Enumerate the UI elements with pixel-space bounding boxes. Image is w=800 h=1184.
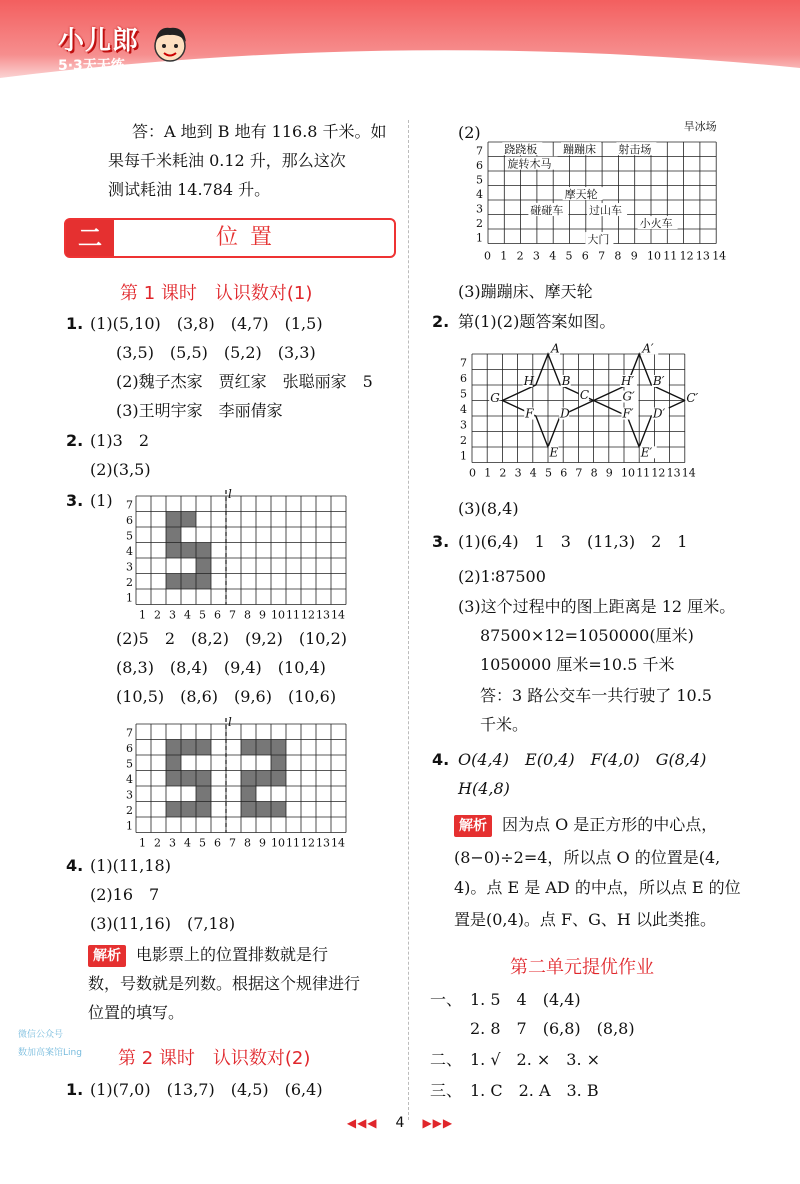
point-label: E′ bbox=[640, 445, 653, 460]
question-number: 4. bbox=[66, 856, 84, 875]
watermark-line: 数加高案馆Ling bbox=[18, 1048, 82, 1058]
analysis-text: 置是(0,4)。点 F、G、H 以此类推。 bbox=[454, 910, 716, 929]
x-tick-label: 11 bbox=[636, 466, 651, 480]
y-tick-label: 5 bbox=[460, 387, 467, 401]
answer-line: 千米。 bbox=[480, 715, 529, 734]
brand-logo bbox=[58, 20, 139, 75]
point-label: A′ bbox=[642, 341, 654, 356]
answer-line: 1. √ 2. × 3. × bbox=[470, 1050, 601, 1069]
point-label: E bbox=[549, 445, 559, 460]
shaded-cell bbox=[196, 802, 211, 818]
shaded-cell bbox=[181, 543, 196, 559]
y-tick-label: 6 bbox=[476, 159, 483, 172]
analysis-block bbox=[88, 940, 328, 969]
answer-line: 2. 8 7 (6,8) (8,8) bbox=[470, 1019, 635, 1038]
y-tick-label: 2 bbox=[126, 576, 133, 589]
shaded-cell bbox=[181, 771, 196, 787]
x-tick-label: 13 bbox=[666, 466, 681, 480]
x-tick-label: 8 bbox=[590, 466, 598, 480]
answer-line: (1)(7,0) (13,7) (4,5) (6,4) bbox=[90, 1080, 323, 1099]
section-title: 位置 bbox=[216, 225, 285, 250]
shaded-cell bbox=[181, 512, 196, 528]
answer-line: O(4,4) E(0,4) F(4,0) G(8,4) bbox=[458, 750, 707, 769]
analysis-text: (8−0)÷2=4，所以点 O 的位置是(4, bbox=[454, 848, 721, 867]
prev-arrows-icon: ◀◀◀ bbox=[346, 1116, 378, 1130]
analysis-block bbox=[454, 810, 717, 839]
line-label: l bbox=[228, 487, 232, 501]
y-tick-label: 1 bbox=[460, 449, 467, 463]
x-tick-label: 5 bbox=[199, 836, 206, 850]
y-tick-label: 7 bbox=[476, 144, 483, 158]
x-tick-label: 11 bbox=[663, 249, 678, 263]
y-tick-label: 3 bbox=[460, 418, 467, 432]
map-label-train: 小火车 bbox=[639, 217, 673, 231]
shaded-cell bbox=[166, 740, 181, 756]
point-label: D bbox=[560, 406, 570, 421]
shaded-cell bbox=[181, 574, 196, 590]
point-label: C bbox=[579, 387, 590, 402]
y-tick-label: 2 bbox=[126, 804, 133, 817]
x-tick-label: 14 bbox=[712, 249, 727, 263]
line-label: l bbox=[228, 715, 232, 729]
shaded-cell bbox=[241, 740, 256, 756]
question-number: 3. bbox=[66, 491, 84, 510]
map-label-skating: 旱冰场 bbox=[683, 119, 717, 133]
part-label: 一、 bbox=[430, 990, 463, 1009]
unit-title: 第二单元提优作业 bbox=[510, 957, 654, 978]
x-tick-label: 12 bbox=[301, 836, 315, 850]
section-header bbox=[64, 218, 396, 258]
answer-line: (10,5) (8,6) (9,6) (10,6) bbox=[116, 687, 337, 706]
question-number: 1. bbox=[66, 314, 84, 333]
lesson-title: 第 2 课时 认识数对(2) bbox=[118, 1048, 311, 1069]
shaded-cell bbox=[196, 740, 211, 756]
point-label: H bbox=[523, 374, 535, 388]
x-tick-label: 1 bbox=[139, 836, 146, 850]
y-tick-label: 7 bbox=[460, 356, 467, 370]
answer-line: (2)16 7 bbox=[90, 885, 160, 904]
answer-line: (1)3 2 bbox=[90, 431, 150, 450]
y-tick-label: 3 bbox=[126, 788, 133, 802]
y-tick-label: 5 bbox=[476, 173, 483, 187]
answer-line: 1050000 厘米=10.5 千米 bbox=[480, 655, 675, 674]
point-label: C′ bbox=[686, 391, 699, 406]
answer-line: 答：A 地到 B 地有 116.8 千米。如 bbox=[132, 122, 387, 141]
shaded-cell bbox=[181, 740, 196, 756]
star-shapes-grid bbox=[452, 341, 712, 486]
shaded-cell bbox=[166, 802, 181, 818]
answer-line: 1. 5 4 (4,4) bbox=[470, 990, 581, 1009]
y-tick-label: 1 bbox=[476, 231, 483, 245]
coordinate-grid-2 bbox=[110, 715, 360, 850]
answer-line: (1)(6,4) 1 3 (11,3) 2 1 bbox=[458, 532, 688, 551]
x-tick-label: 7 bbox=[229, 608, 236, 622]
question-number: 1. bbox=[66, 1080, 84, 1099]
answer-line: 第(1)(2)题答案如图。 bbox=[458, 312, 616, 331]
y-tick-label: 3 bbox=[126, 560, 133, 574]
question-number: 4. bbox=[432, 750, 450, 769]
shaded-cell bbox=[271, 755, 286, 771]
x-tick-label: 7 bbox=[229, 836, 236, 850]
point-label: B bbox=[561, 374, 571, 388]
y-tick-label: 2 bbox=[476, 217, 483, 230]
x-tick-label: 1 bbox=[484, 466, 492, 480]
analysis-text: 4)。点 E 是 AD 的中点，所以点 E 的位 bbox=[454, 878, 741, 897]
x-tick-label: 10 bbox=[647, 249, 661, 263]
x-tick-label: 12 bbox=[301, 608, 315, 622]
answer-line: (2) bbox=[458, 123, 481, 142]
x-tick-label: 4 bbox=[184, 608, 191, 622]
shaded-cell bbox=[256, 771, 271, 787]
x-tick-label: 13 bbox=[316, 836, 330, 850]
section-number: 二 bbox=[66, 220, 114, 256]
answer-line: (2)(3,5) bbox=[90, 460, 151, 479]
analysis-text: 因为点 O 是正方形的中心点， bbox=[502, 815, 718, 834]
y-tick-label: 4 bbox=[126, 545, 133, 558]
shaded-cell bbox=[256, 740, 271, 756]
shaded-cell bbox=[166, 574, 181, 590]
x-tick-label: 14 bbox=[681, 466, 696, 480]
x-tick-label: 8 bbox=[244, 608, 251, 622]
analysis-text: 数，号数就是列数。根据这个规律进行 bbox=[88, 974, 361, 993]
point-label: B′ bbox=[652, 374, 665, 388]
x-tick-label: 9 bbox=[259, 608, 266, 622]
shaded-cell bbox=[196, 574, 211, 590]
x-tick-label: 1 bbox=[500, 249, 508, 263]
x-tick-label: 0 bbox=[469, 466, 476, 480]
shaded-cell bbox=[271, 802, 286, 818]
watermark-line: 微信公众号 bbox=[18, 1030, 64, 1040]
x-tick-label: 12 bbox=[651, 466, 666, 480]
y-tick-label: 7 bbox=[126, 726, 133, 740]
amusement-park-map bbox=[466, 119, 746, 270]
x-tick-label: 2 bbox=[154, 836, 161, 850]
lesson-title: 第 1 课时 认识数对(1) bbox=[120, 283, 313, 304]
point-label: H′ bbox=[620, 374, 635, 388]
y-tick-label: 4 bbox=[126, 773, 133, 786]
x-tick-label: 6 bbox=[581, 249, 589, 263]
map-label-roller-coaster: 过山车 bbox=[589, 204, 623, 218]
x-tick-label: 5 bbox=[545, 466, 552, 480]
x-tick-label: 4 bbox=[529, 466, 537, 480]
column-divider bbox=[408, 120, 409, 1120]
answer-line: 87500×12=1050000(厘米) bbox=[480, 626, 694, 645]
x-tick-label: 6 bbox=[214, 836, 221, 850]
shaded-cell bbox=[166, 755, 181, 771]
shaded-cell bbox=[181, 802, 196, 818]
answer-line: (3)蹦蹦床、摩天轮 bbox=[458, 282, 593, 301]
answer-line: (3)王明宇家 李丽倩家 bbox=[116, 401, 283, 420]
y-tick-label: 1 bbox=[126, 819, 133, 833]
x-tick-label: 2 bbox=[499, 466, 507, 480]
shaded-cell bbox=[166, 771, 181, 787]
shaded-cell bbox=[166, 527, 181, 543]
brand-series: 5·3天天练 bbox=[58, 58, 125, 74]
analysis-tag: 解析 bbox=[88, 945, 126, 967]
answer-line: (1)(5,10) (3,8) (4,7) (1,5) bbox=[90, 314, 323, 333]
answer-line: (3)这个过程中的图上距离是 12 厘米。 bbox=[458, 597, 736, 616]
brand-name: 小儿郎 bbox=[58, 26, 140, 56]
x-tick-label: 14 bbox=[331, 836, 345, 850]
map-label-shooting: 射击场 bbox=[618, 143, 652, 157]
x-tick-label: 2 bbox=[516, 249, 524, 263]
map-label-trampoline: 蹦蹦床 bbox=[562, 143, 596, 157]
answer-line: (1)(11,18) bbox=[90, 856, 171, 875]
shaded-cell bbox=[196, 558, 211, 574]
x-tick-label: 8 bbox=[244, 836, 251, 850]
x-tick-label: 2 bbox=[154, 608, 161, 622]
answer-line: 测试耗油 14.784 升。 bbox=[108, 180, 271, 199]
y-tick-label: 6 bbox=[460, 372, 467, 385]
answer-line: 答：3 路公交车一共行驶了 10.5 bbox=[480, 686, 712, 705]
coordinate-grid-1 bbox=[110, 487, 360, 622]
y-tick-label: 7 bbox=[126, 498, 133, 512]
y-tick-label: 4 bbox=[460, 403, 467, 416]
x-tick-label: 7 bbox=[598, 249, 606, 263]
x-tick-label: 14 bbox=[331, 608, 345, 622]
y-tick-label: 5 bbox=[126, 529, 133, 543]
shaded-cell bbox=[196, 771, 211, 787]
x-tick-label: 11 bbox=[286, 836, 300, 850]
point-label: G′ bbox=[622, 389, 635, 404]
x-tick-label: 9 bbox=[259, 836, 266, 850]
point-label: D′ bbox=[652, 406, 666, 421]
next-arrows-icon: ▶▶▶ bbox=[422, 1116, 454, 1130]
answer-line: (8,3) (8,4) (9,4) (10,4) bbox=[116, 658, 326, 677]
x-tick-label: 3 bbox=[169, 608, 176, 622]
x-tick-label: 6 bbox=[560, 466, 568, 480]
shaded-cell bbox=[166, 512, 181, 528]
question-number: 2. bbox=[66, 431, 84, 450]
x-tick-label: 10 bbox=[621, 466, 635, 480]
x-tick-label: 3 bbox=[169, 836, 176, 850]
answer-line: (1) bbox=[90, 491, 113, 510]
shaded-cell bbox=[271, 771, 286, 787]
y-tick-label: 6 bbox=[126, 742, 133, 755]
x-tick-label: 10 bbox=[271, 608, 285, 622]
x-tick-label: 8 bbox=[614, 249, 622, 263]
x-tick-label: 9 bbox=[630, 249, 638, 263]
point-label: A bbox=[551, 341, 560, 356]
x-tick-label: 11 bbox=[286, 608, 300, 622]
shaded-cell bbox=[196, 543, 211, 559]
x-tick-label: 7 bbox=[575, 466, 583, 480]
part-label: 三、 bbox=[430, 1081, 463, 1100]
y-tick-label: 2 bbox=[460, 434, 467, 447]
map-label-ferris-wheel: 摩天轮 bbox=[564, 188, 598, 202]
question-number: 2. bbox=[432, 312, 450, 331]
answer-line: 1. C 2. A 3. B bbox=[470, 1081, 599, 1100]
y-tick-label: 6 bbox=[126, 514, 133, 527]
x-tick-label: 5 bbox=[199, 608, 206, 622]
point-label: F bbox=[525, 406, 534, 421]
answer-line: (3)(11,16) (7,18) bbox=[90, 914, 236, 933]
page-number: 4 bbox=[395, 1115, 405, 1131]
analysis-text: 电影票上的位置排数就是行 bbox=[136, 945, 329, 964]
answer-line: H(4,8) bbox=[458, 779, 510, 798]
answer-line: (2)5 2 (8,2) (9,2) (10,2) bbox=[116, 629, 347, 648]
answer-line: (2)魏子杰家 贾红家 张聪丽家 5 bbox=[116, 372, 373, 391]
x-tick-label: 5 bbox=[565, 249, 573, 263]
map-label-bumper-car: 碰碰车 bbox=[530, 204, 564, 218]
x-tick-label: 6 bbox=[214, 608, 221, 622]
page-footer bbox=[0, 1112, 800, 1131]
shaded-cell bbox=[241, 802, 256, 818]
shaded-cell bbox=[241, 771, 256, 787]
x-tick-label: 3 bbox=[532, 249, 540, 263]
analysis-tag: 解析 bbox=[454, 815, 492, 837]
map-label-carousel: 旋转木马 bbox=[507, 157, 552, 171]
x-tick-label: 4 bbox=[549, 249, 557, 263]
point-label: F′ bbox=[622, 406, 634, 421]
shaded-cell bbox=[256, 802, 271, 818]
answer-line: (2)1∶87500 bbox=[458, 567, 546, 586]
x-tick-label: 1 bbox=[139, 608, 146, 622]
question-number: 3. bbox=[432, 532, 450, 551]
answer-line: 果每千米耗油 0.12 升，那么这次 bbox=[108, 151, 346, 170]
x-tick-label: 12 bbox=[679, 249, 694, 263]
analysis-text: 位置的填写。 bbox=[88, 1003, 185, 1022]
shaded-cell bbox=[196, 786, 211, 802]
x-tick-label: 10 bbox=[271, 836, 285, 850]
y-tick-label: 4 bbox=[476, 188, 483, 201]
map-label-gate: 大门 bbox=[587, 233, 610, 247]
map-label-seesaw: 跷跷板 bbox=[504, 143, 538, 157]
x-tick-label: 13 bbox=[695, 249, 710, 263]
part-label: 二、 bbox=[430, 1050, 463, 1069]
x-tick-label: 0 bbox=[484, 249, 491, 263]
x-tick-label: 9 bbox=[605, 466, 613, 480]
point-label: G bbox=[490, 391, 500, 406]
shaded-cell bbox=[241, 786, 256, 802]
y-tick-label: 5 bbox=[126, 757, 133, 771]
answer-line: (3)(8,4) bbox=[458, 499, 519, 518]
watermark bbox=[18, 1026, 82, 1062]
shaded-cell bbox=[166, 543, 181, 559]
x-tick-label: 4 bbox=[184, 836, 191, 850]
shaded-cell bbox=[271, 740, 286, 756]
y-tick-label: 1 bbox=[126, 591, 133, 605]
x-tick-label: 3 bbox=[514, 466, 522, 480]
answer-line: (3,5) (5,5) (5,2) (3,3) bbox=[116, 343, 316, 362]
x-tick-label: 13 bbox=[316, 608, 330, 622]
y-tick-label: 3 bbox=[476, 202, 483, 216]
mascot-icon bbox=[150, 20, 190, 68]
